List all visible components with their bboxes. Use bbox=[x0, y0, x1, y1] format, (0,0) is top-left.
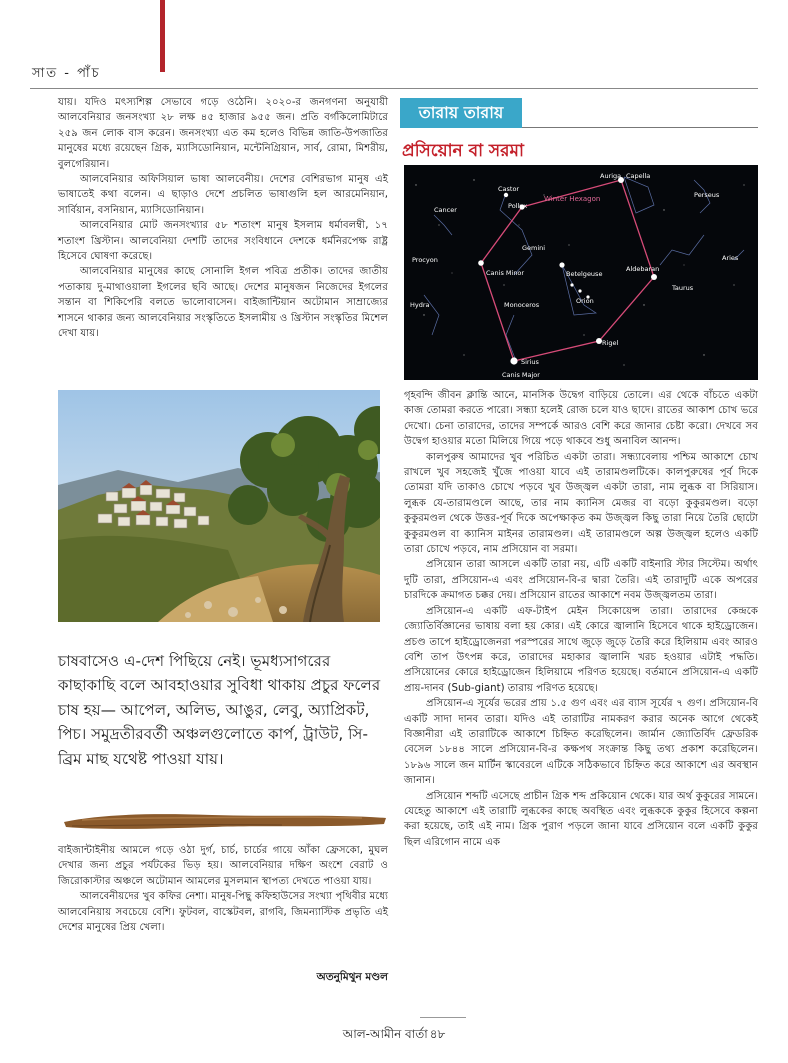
red-accent-bar bbox=[160, 0, 165, 72]
left-column-top bbox=[58, 95, 388, 342]
column-header: তারায় তারায় bbox=[400, 98, 522, 128]
star-label-orion: Orion bbox=[576, 297, 594, 305]
article-subheading: প্রসিয়োন বা সরমা bbox=[402, 141, 524, 161]
star-label-hydra: Hydra bbox=[410, 301, 430, 309]
paragraph: প্রসিয়োন শব্দটি এসেছে প্রাচীন গ্রিক শব্দ প্রকিয়োন থেকে। যার অর্থ কুকুরের সামনে। যেহেতু আকাশে এই তারাটি লুব্ধকের কাছে অবস্থিত এবং লুব্ধককে কুকুর হিসেবে কল্পনা করা হয়েছে, তাই এই নাম। গ্রিক পুরাণ পড়লে জানা যাবে প্রসিয়োন বলে একটি কুকুর ছিল এরিগোন নামে এক bbox=[404, 790, 758, 848]
star-label-betelgeuse: Betelgeuse bbox=[566, 270, 603, 278]
winter-hexagon-star-map bbox=[404, 165, 758, 380]
author-name: অতনুমিথুন মণ্ডল bbox=[316, 971, 388, 983]
page-footer bbox=[0, 1026, 788, 1046]
star-label-capella: Capella bbox=[626, 172, 651, 180]
right-column-article bbox=[404, 388, 758, 850]
star-label-pollux: Pollux bbox=[508, 202, 528, 210]
paragraph: প্রসিয়োন-এ একটি এফ-টাইপ মেইন সিকোয়েন্স তারা। তারাদের কেন্দ্রকে জ্যোতির্বিজ্ঞানের ভাষায় বলা হয় কোর। এই কোরে জ্বালানি হিসেবে থাকে হাইড্রোজেন। প্রচণ্ড তাপে হাইড্রোজেনরা পরস্পরের সাথে জুড়ে জুড়ে তৈরি করে হিলিয়াম এবং আরও বেশি তাপ উৎপন্ন করে, তারাদের মহাকার জ্বালানি খরচ হওয়ার এটাই পদ্ধতি। প্রসিয়োনের কোরে হাইড্রোজেন হিলিয়ামে পরিণত হয়েছে। বর্তমানে প্রসিয়োন-এ একটি প্রায়-দানব (Sub-giant) তারায় পরিণত হয়েছে। bbox=[404, 605, 758, 694]
page-number: ৪৮ bbox=[429, 1027, 446, 1041]
star-label-gemini: Gemini bbox=[522, 244, 546, 252]
star-label-rigel: Rigel bbox=[602, 339, 619, 347]
magazine-name: আল-আমীন বার্তা bbox=[342, 1027, 428, 1041]
paragraph: বাইজান্টাইনীয় আমলে গড়ে ওঠা দুর্গ, চার্চ, চার্চের গায়ে আঁকা ফ্রেসকো, মুঘল দেখার জন্য প্রচুর পর্যটকের ভিড় হয়। আলবেনিয়ার দক্ষিণ অংশে বেরাট ও জিরোকাস্টার অঞ্চলে অটোমান আমলের মুসলমান স্থাপত্য দেখতে পাওয়া যায়। bbox=[58, 845, 388, 887]
star-label-cancer: Cancer bbox=[434, 206, 457, 214]
paragraph: কালপুরুষ আমাদের খুব পরিচিত একটা তারা। সন্ধ্যাবেলায় পশ্চিম আকাশে চোখ রাখলে খুব সহজেই খুঁজে পাওয়া যাবে এই তারামণ্ডলটিকে। কালপুরুষের পূর্ব দিকে তোমরা যদি তাকাও চোখে পড়বে খুব উজ্জ্বল একটা তারা, নাম লুব্ধক বা সিরিয়াস। লুব্ধক যে-তারামণ্ডলে আছে, তার নাম ক্যানিস মেজর বা বড়ো কুকুরমণ্ডল। বড়ো কুকুরমণ্ডল থেকে উত্তর-পূর্ব দিকে অপেক্ষাকৃত কম উজ্জ্বল কিছু তারা নিয়ে তৈরি ছোটো কুকুরমণ্ডল বা ক্যানিস মাইনর তারামণ্ডল। এই তারামণ্ডলে অল্প উজ্জ্বল হলেও একটি তারা চোখে পড়বে, নাম প্রসিয়োন বা সরমা। bbox=[404, 451, 758, 556]
paragraph: আলবেনিয়ার মোট জনসংখ্যার ৫৮ শতাংশ মানুষ ইসলাম ধর্মাবলম্বী, ১৭ শতাংশ খ্রিস্টান। আলবেনিয়া দেশটি তাদের সংবিধানে দেশকে ধর্মনিরপেক্ষ রাষ্ট্র হিসেবে ঘোষণা করেছে। bbox=[58, 220, 388, 263]
star-label-taurus: Taurus bbox=[672, 284, 694, 292]
paragraph: প্রসিয়োন তারা আসলে একটি তারা নয়, এটি একটি বাইনারি স্টার সিস্টেম। অর্থাৎ দুটি তারা, প্রসিয়োন-এ এবং প্রসিয়োন-বি-র দ্বারা তৈরি। এই তারাদুটি একে অপরের চারদিকে ক্রমাগত চক্কর দেয়। প্রসিয়োন রাতের আকাশে নবম উজ্জ্বলতম তারা। bbox=[404, 559, 758, 602]
paragraph: আলবেনীয়দের খুব কফির নেশা। মানুষ-পিছু কফিহাউসের সংখ্যা পৃথিবীর মধ্যে আলবেনিয়ায় সবচেয়ে বেশি। ফুটবল, বাস্কেটবল, রাগবি, জিমন্যাস্টিক প্রভৃতি এই দেশের মানুষের প্রিয় খেলা। bbox=[58, 891, 388, 934]
paragraph: যায়। যদিও মৎস্যশিল্প সেভাবে গড়ে ওঠেনি। ২০২০-র জনগণনা অনুযায়ী আলবেনিয়ার জনসংখ্যা ২৮ লক্ষ ৪৫ হাজার ৯৫৫ জন। প্রতি বর্গকিলোমিটারে ২৫৯ জন লোক বাস করেন। জনসংখ্যা এত কম হলেও বিভিন্ন জাতি-উপজাতির মানুষের মধ্যে রয়েছেন গ্রিক, ম্যাসিডোনিয়ান, মন্টেনিগ্রিয়ান, সার্ব, রোমা, মিশরীয়, বুলগেরিয়ান। bbox=[58, 97, 388, 170]
paragraph: আলবেনিয়ার মানুষের কাছে সোনালি ইগল পবিত্র প্রতীক। তাদের জাতীয় পতাকায় দু-মাথাওয়ালা ইগলের ছবি আছে। দেশের মানুষজন নিজেদের ইগলের সন্তান বা শিকিপেরি বলতে ভালোবাসেন। বাইজান্টিয়ান অটোমান সাম্রাজ্যের শাসনে থাকার জন্য আলবেনিয়ার সংস্কৃতিতে ইসলামীয় ও খ্রিস্টান সংস্কৃতির মিশেল দেখা যায়। bbox=[58, 266, 388, 340]
brush-stroke-divider bbox=[62, 808, 388, 834]
star-label-auriga: Auriga bbox=[600, 172, 622, 180]
callout-quote: চাষবাসেও এ-দেশ পিছিয়ে নেই। ভূমধ্যসাগরের কাছাকাছি বলে আবহাওয়ার সুবিধা থাকায় প্রচুর ফলের চাষ হয়— আপেল, অলিভ, আঙুর, লেবু, অ্যাপ্রিকট, পিচ। সমুদ্রতীরবর্তী অঞ্চলগুলোতে কার্প, ট্রাউট, সি-ব্রিম মাছ যথেষ্ট পাওয়া যায়। bbox=[58, 652, 381, 768]
star-label-aldebaran: Aldebaran bbox=[626, 265, 660, 273]
top-divider bbox=[30, 88, 758, 89]
left-column-bottom bbox=[58, 843, 388, 935]
star-label-monoceros: Monoceros bbox=[504, 301, 540, 309]
star-label-castor: Castor bbox=[498, 185, 520, 193]
star-label-perseus: Perseus bbox=[694, 191, 720, 199]
paragraph: প্রসিয়োন-এ সূর্যের ভরের প্রায় ১.৫ গুণ এবং এর ব্যাস সূর্যের ৭ গুণ। প্রসিয়োন-বি একটি সাদা দানব তারা। যদিও এই তারাটির নামকরণ করার অনেক আগে থেকেই বিজ্ঞানীরা এই তারাটিকে আকাশে চিহ্নিত করেছিলেন। জার্মান জ্যোতির্বিদ ফ্রেডরিক বেসেল ১৮৪৪ সালে প্রসিয়োন-বি-র কক্ষপথ সংক্রান্ত কিছু তথ্য প্রকাশ করেছিলেন। ১৮৯৬ সালে জন মার্টিন স্কাবেরলে এটিকে সঠিকভাবে চিহ্নিত করে আকাশে এর অবস্থান জানান। bbox=[404, 698, 758, 787]
star-label-aries: Aries bbox=[722, 254, 739, 262]
star-label-canis-minor: Canis Minor bbox=[486, 269, 525, 277]
footer-rule bbox=[420, 1017, 466, 1018]
section-label: সাত - পাঁচ bbox=[32, 66, 101, 81]
star-label-winter-hexagon: Winter Hexagon bbox=[544, 195, 601, 203]
star-label-procyon: Procyon bbox=[412, 256, 438, 264]
paragraph: গৃহবন্দি জীবন ক্লান্তি আনে, মানসিক উদ্বেগ বাড়িয়ে তোলে। এর থেকে বাঁচতে একটা কাজ তোমরা করতে পারো। সন্ধ্যা হলেই রোজ চলে যাও ছাদে। রাতের আকাশ চোখ ভরে দেখো। চেনা তারাদের, তাদের সম্পর্কে আরও বেশি করে জানার চেষ্টা করো। দেখবে সব উদ্বেগ হাওয়ার মতো মিলিয়ে গিয়ে পড়ে থাকবে শুধু অনাবিল আনন্দ। bbox=[404, 390, 758, 448]
star-label-sirius: Sirius bbox=[521, 358, 539, 366]
header-rule bbox=[522, 127, 758, 128]
paragraph: আলবেনিয়ার অফিসিয়াল ভাষা আলবেনীয়। দেশের বেশিরভাগ মানুষ এই ভাষাতেই কথা বলেন। এ ছাড়াও দেশে প্রচলিত ভাষাগুলি হল আরমেনিয়ান, সার্বিয়ান, বসনিয়ান, ম্যাসিডোনিয়ান। bbox=[58, 174, 388, 216]
village-hillside-photo bbox=[58, 390, 380, 622]
star-label-canis-major: Canis Major bbox=[502, 371, 540, 379]
